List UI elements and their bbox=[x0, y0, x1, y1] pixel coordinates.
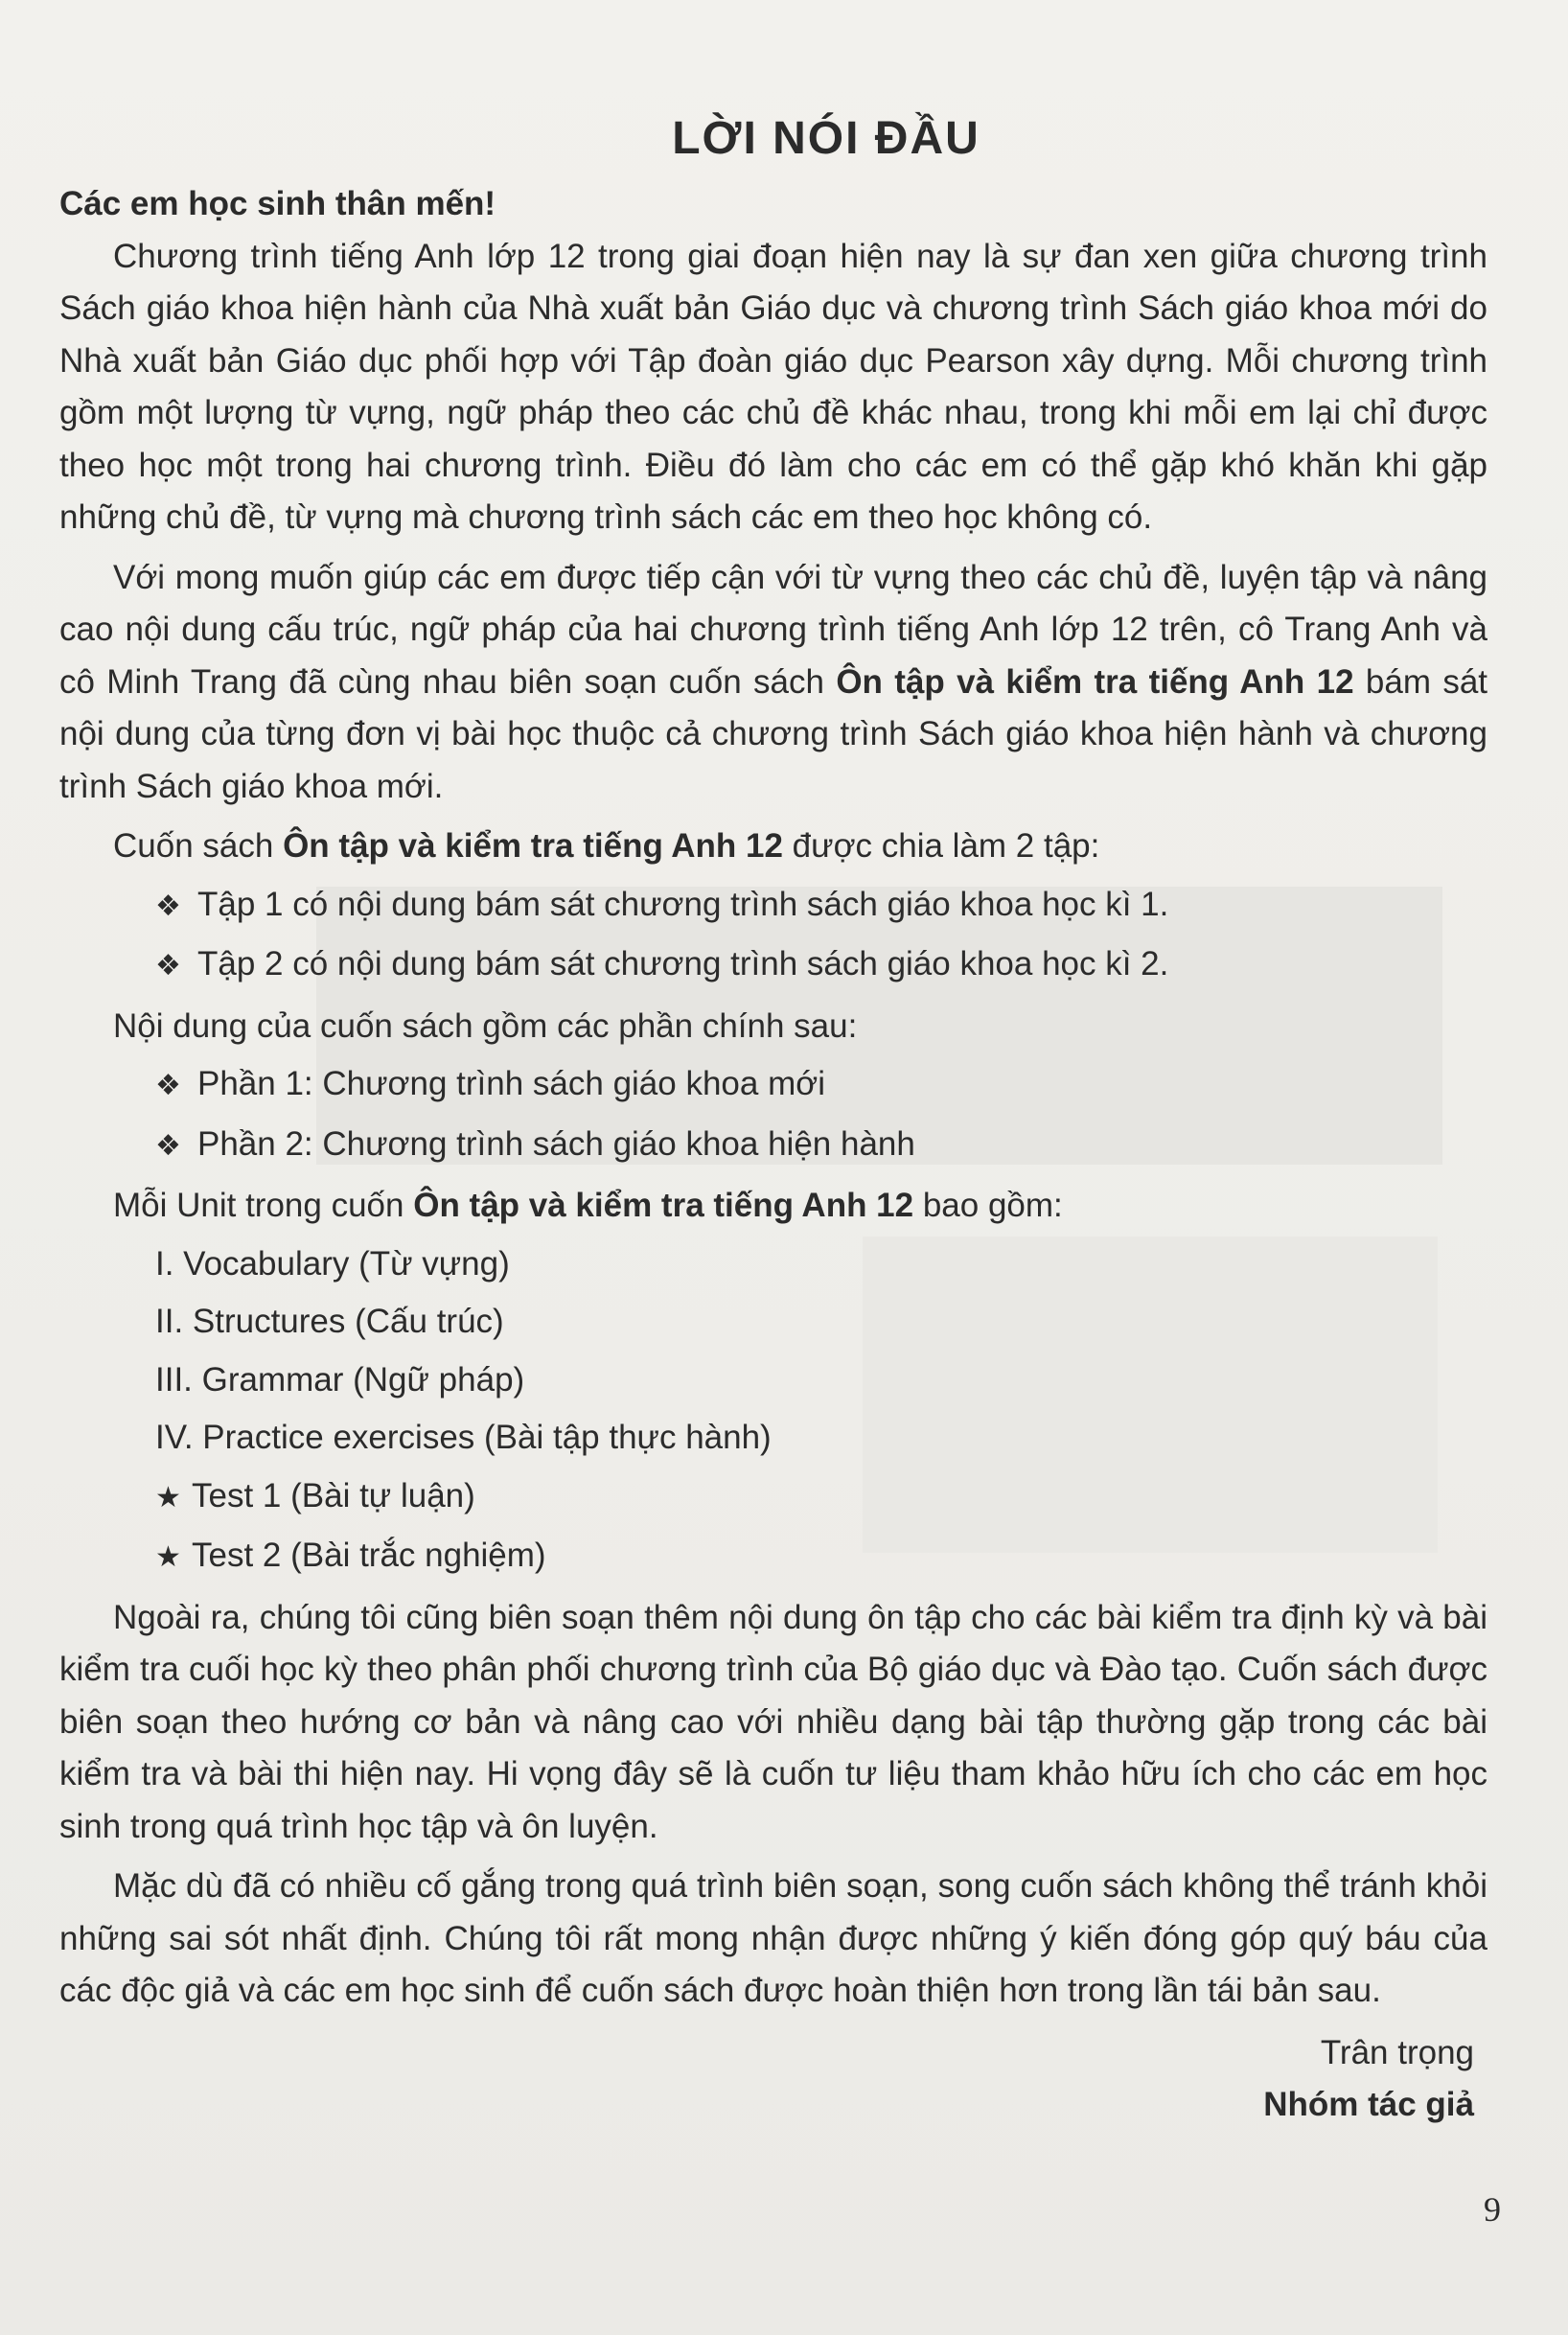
author-signature bbox=[59, 2079, 1487, 2132]
unit-section-vocabulary: I. Vocabulary (Từ vựng) bbox=[155, 1244, 510, 1283]
text-run: Mỗi Unit trong cuốn bbox=[113, 1187, 414, 1224]
page-title: LỜI NÓI ĐẦU bbox=[672, 113, 980, 164]
list-item-text: Test 1 (Bài tự luận) bbox=[192, 1476, 475, 1514]
paragraph-closing: Mặc dù đã có nhiều cố gắng trong quá trình biên soạn, song cuốn sách không thể tránh khỏi những sai sót nhất định. Chúng tôi rất mong nhận được những ý kiến đóng góp quý báu của các độc giả và các em học sinh để cuốn sách được hoàn thiện hơn trong lần tái bản sau. bbox=[59, 1867, 1487, 2009]
unit-intro bbox=[59, 1180, 1487, 1233]
text-run: bao gồm: bbox=[913, 1187, 1063, 1224]
list-item-volume-1 bbox=[59, 879, 1487, 934]
unit-section-practice: IV. Practice exercises (Bài tập thực hành) bbox=[155, 1419, 772, 1456]
book-title-bold: Ôn tập và kiểm tra tiếng Anh 12 bbox=[413, 1187, 914, 1224]
text-run: được chia làm 2 tập: bbox=[782, 827, 1100, 865]
list-item-text: Tập 2 có nội dung bám sát chương trình sách giáo khoa học kì 2. bbox=[197, 945, 1169, 983]
greeting: Các em học sinh thân mến! bbox=[59, 185, 496, 222]
list-item-text: Test 2 (Bài trắc nghiệm) bbox=[192, 1537, 546, 1574]
text-run: Cuốn sách bbox=[113, 827, 284, 865]
author-name: Nhóm tác giả bbox=[1263, 2086, 1474, 2123]
preface-body bbox=[59, 105, 1487, 2132]
diamond-bullet-icon: ❖ bbox=[155, 950, 181, 982]
unit-section-grammar: III. Grammar (Ngữ pháp) bbox=[155, 1360, 525, 1399]
list-item-text: Phần 1: Chương trình sách giáo khoa mới bbox=[197, 1065, 825, 1102]
text-run: bám sát nội dung của từng đơn vị bài học thuộc cả chương trình Sách giáo khoa hiện hành và chương trình Sách giáo khoa mới. bbox=[59, 662, 1488, 805]
book-title-bold: Ôn tập và kiểm tra tiếng Anh 12 bbox=[283, 827, 783, 865]
text-run: Với mong muốn giúp các em được tiếp cận với từ vựng theo các chủ đề, luyện tập và nâng cao nội dung cấu trúc, ngữ pháp của hai chương trình tiếng Anh lớp 12 trên, cô Trang Anh và cô Minh Trang đã cùng nhau biên soạn cuốn sách bbox=[59, 558, 1487, 701]
diamond-bullet-icon: ❖ bbox=[155, 890, 181, 922]
diamond-bullet-icon: ❖ bbox=[155, 1070, 181, 1101]
list-item-text: Tập 1 có nội dung bám sát chương trình sách giáo khoa học kì 1. bbox=[197, 885, 1169, 923]
paragraph-program-overview: Chương trình tiếng Anh lớp 12 trong giai đoạn hiện nay là sự đan xen giữa chương trình Sách giáo khoa hiện hành của Nhà xuất bản Giáo dục và chương trình Sách giáo khoa mới do Nhà xuất bản Giáo dục phối hợp với Tập đoàn giáo dục Pearson xây dựng. Mỗi chương trình gồm một lượng từ vựng, ngữ pháp theo các chủ đề khác nhau, trong khi mỗi em lại chỉ được theo học một trong hai chương trình. Điều đó làm cho các em có thể gặp khó khăn khi gặp những chủ đề, từ vựng mà chương trình sách các em theo học không có. bbox=[59, 237, 1487, 536]
list-item-part-1 bbox=[59, 1058, 1487, 1113]
list-item-part-2 bbox=[59, 1119, 1487, 1173]
star-bullet-icon: ★ bbox=[155, 1481, 181, 1514]
diamond-bullet-icon: ❖ bbox=[155, 1129, 181, 1162]
paragraph-book-purpose bbox=[59, 552, 1487, 814]
list-item-volume-2 bbox=[59, 938, 1487, 993]
unit-section-structures: II. Structures (Cấu trúc) bbox=[155, 1303, 504, 1340]
signoff: Trân trọng bbox=[1320, 2033, 1474, 2071]
paragraph-additional-content: Ngoài ra, chúng tôi cũng biên soạn thêm nội dung ôn tập cho các bài kiểm tra định kỳ và bài kiểm tra cuối học kỳ theo phân phối chương trình của Bộ giáo dục và Đào tạo. Cuốn sách được biên soạn theo hướng cơ bản và nâng cao với nhiều dạng bài tập thường gặp trong các bài kiểm tra và bài thi hiện nay. Hi vọng đây sẽ là cuốn tư liệu tham khảo hữu ích cho các em học sinh trong quá trình học tập và ôn luyện. bbox=[59, 1598, 1487, 1845]
volumes-intro bbox=[59, 821, 1487, 873]
book-title-bold: Ôn tập và kiểm tra tiếng Anh 12 bbox=[836, 662, 1354, 701]
list-item-text: Phần 2: Chương trình sách giáo khoa hiện hành bbox=[197, 1124, 915, 1163]
unit-test-2 bbox=[59, 1530, 1487, 1584]
parts-intro: Nội dung của cuốn sách gồm các phần chính sau: bbox=[113, 1006, 858, 1045]
star-bullet-icon: ★ bbox=[155, 1541, 181, 1573]
page-number: 9 bbox=[1484, 2190, 1501, 2229]
unit-test-1 bbox=[59, 1470, 1487, 1525]
